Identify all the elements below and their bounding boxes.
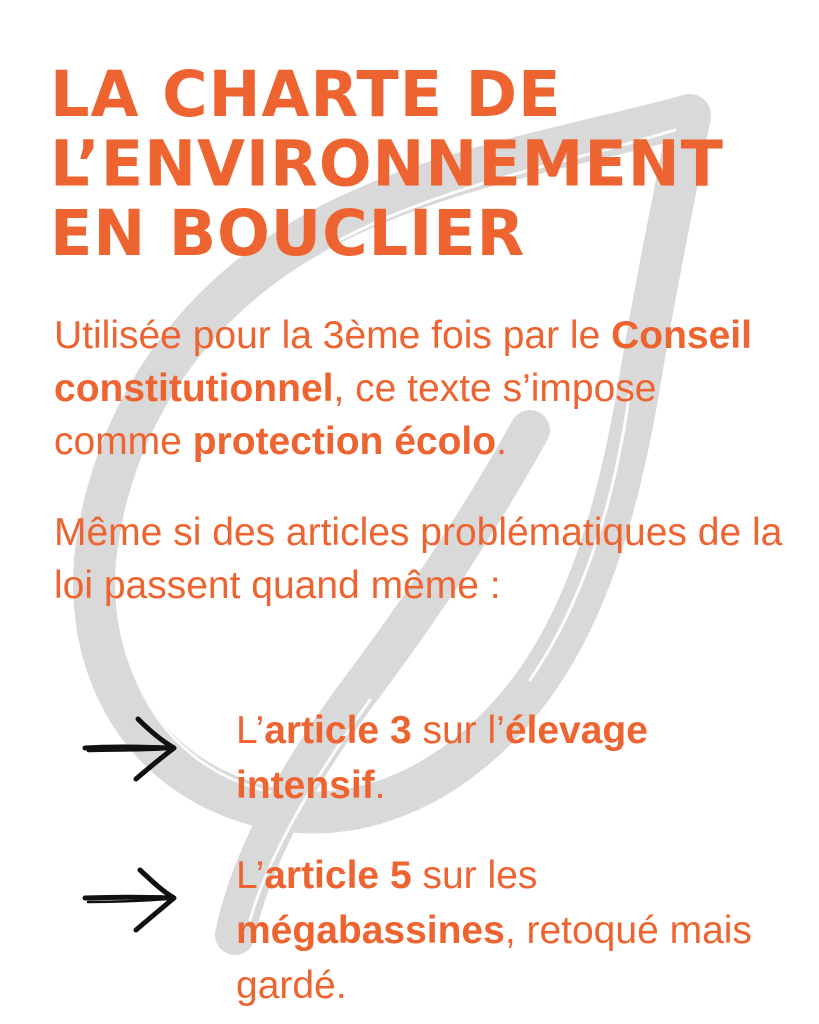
bullet-text xyxy=(236,703,796,813)
bullet-bold-topic: mégabassines xyxy=(236,909,505,952)
intro-text-2: , ce texte s’impose comme xyxy=(54,367,657,463)
intro-bold-conseil: Conseil constitutionnel xyxy=(54,314,752,410)
bullet-text-2: sur les xyxy=(411,854,538,897)
intro-bold-protection: protection écolo xyxy=(192,420,497,463)
intro-paragraph xyxy=(54,309,794,468)
bullet-text-3: , retoqué mais gardé. xyxy=(236,909,752,1007)
page-title xyxy=(50,56,790,271)
title-line-3: EN BOUCLIER xyxy=(50,195,526,271)
bullet-text-1: L’ xyxy=(236,709,265,752)
hand-drawn-arrow-icon xyxy=(80,864,180,934)
bullet-bold-article: article 3 xyxy=(264,709,412,752)
intro-text-1: Utilisée pour la 3ème fois par le xyxy=(54,314,612,357)
intro-text-3: . xyxy=(496,420,507,463)
bullet-text-1: L’ xyxy=(236,854,265,897)
hand-drawn-arrow-icon xyxy=(80,713,180,783)
bullet-bold-article: article 5 xyxy=(264,854,412,897)
secondary-paragraph xyxy=(54,506,794,612)
bullet-text-3: . xyxy=(374,764,386,807)
title-line-2: L’ENVIRONNEMENT xyxy=(50,126,724,201)
secondary-text: Même si des articles problématiques de la loi passent quand même : xyxy=(54,511,783,607)
bullet-text-2: sur l’ xyxy=(411,709,505,752)
bullet-bold-topic: élevage intensif xyxy=(236,709,648,807)
bullet-text xyxy=(236,848,796,1013)
title-line-1: LA CHARTE DE xyxy=(50,56,562,132)
